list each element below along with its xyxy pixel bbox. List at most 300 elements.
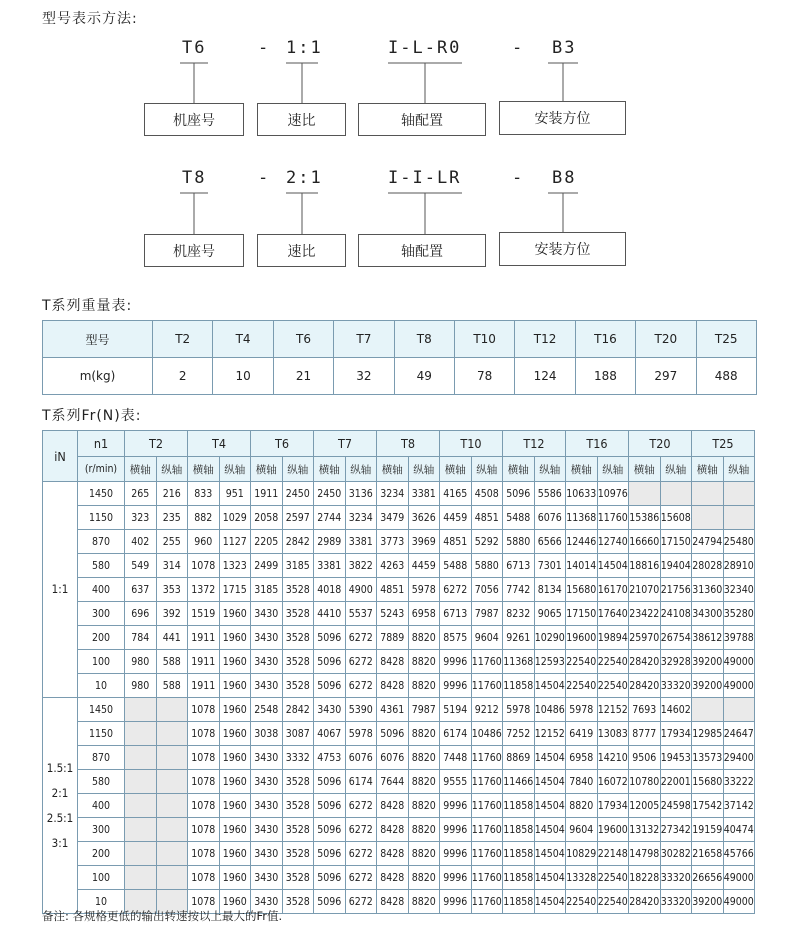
fr-value-cell: 5880 (471, 554, 503, 578)
fr-speed-cell: 100 (78, 866, 125, 890)
fr-value-cell (156, 842, 188, 866)
weight-model-t7: T7 (334, 321, 394, 358)
fr-speed-cell: 1450 (78, 698, 125, 722)
fr-subheader-vertical: 纵轴 (471, 457, 503, 482)
fr-value-cell: 2058 (251, 506, 283, 530)
fr-value-cell: 21756 (660, 578, 692, 602)
fr-value-cell: 8820 (408, 842, 440, 866)
fr-value-cell: 6272 (345, 626, 377, 650)
fr-value-cell: 19404 (660, 554, 692, 578)
fr-model-t2: T2 (125, 431, 188, 457)
fr-header-n1-unit: (r/min) (78, 457, 125, 482)
fr-value-cell: 6076 (377, 746, 409, 770)
fr-value-cell: 2744 (314, 506, 346, 530)
fr-value-cell: 402 (125, 530, 157, 554)
fr-value-cell: 32928 (660, 650, 692, 674)
fr-value-cell: 5194 (440, 698, 472, 722)
table-row (43, 746, 755, 770)
fr-value-cell: 2597 (282, 506, 314, 530)
fr-value-cell: 7448 (440, 746, 472, 770)
fr-ratio-label: 2.5:1 (46, 810, 74, 825)
fr-value-cell: 6174 (345, 770, 377, 794)
fr-value-cell: 24794 (692, 530, 724, 554)
fr-value-cell: 8428 (377, 866, 409, 890)
fr-value-cell: 1715 (219, 578, 251, 602)
fr-value-cell: 24647 (723, 722, 755, 746)
fr-value-cell: 12740 (597, 530, 629, 554)
fr-value-cell: 11760 (471, 890, 503, 914)
fr-value-cell: 5390 (345, 698, 377, 722)
fr-value-cell: 6272 (345, 842, 377, 866)
fr-value-cell: 5978 (408, 578, 440, 602)
fr-value-cell: 1960 (219, 842, 251, 866)
fr-value-cell: 6958 (566, 746, 598, 770)
fr-value-cell: 16170 (597, 578, 629, 602)
weight-value: 2 (153, 358, 213, 395)
weight-value: 32 (334, 358, 394, 395)
fr-value-cell: 11368 (503, 650, 535, 674)
fr-value-cell: 5488 (503, 506, 535, 530)
fr-value-cell: 18228 (629, 866, 661, 890)
fr-value-cell (125, 722, 157, 746)
fr-value-cell: 8428 (377, 674, 409, 698)
fr-value-cell: 4018 (314, 578, 346, 602)
fr-value-cell: 17150 (566, 602, 598, 626)
fr-value-cell: 8869 (503, 746, 535, 770)
fr-value-cell: 13083 (597, 722, 629, 746)
fr-value-cell: 12593 (534, 650, 566, 674)
fr-value-cell: 1127 (219, 530, 251, 554)
fr-value-cell (125, 770, 157, 794)
fr-value-cell (156, 698, 188, 722)
fr-value-cell: 15680 (692, 770, 724, 794)
fr-value-cell: 22540 (597, 890, 629, 914)
fr-value-cell: 3528 (282, 842, 314, 866)
fr-value-cell: 1960 (219, 674, 251, 698)
fr-value-cell (156, 794, 188, 818)
fr-subheader-horizontal: 横轴 (377, 457, 409, 482)
fr-value-cell: 5096 (314, 794, 346, 818)
weight-model-t10: T10 (454, 321, 514, 358)
fr-table-heading: T系列Fr(N)表: (42, 408, 142, 424)
fr-value-cell: 10780 (629, 770, 661, 794)
fr-value-cell: 3773 (377, 530, 409, 554)
fr-value-cell: 14504 (534, 842, 566, 866)
fr-value-cell: 17150 (660, 530, 692, 554)
fr-value-cell: 1078 (188, 818, 220, 842)
fr-value-cell: 25970 (629, 626, 661, 650)
fr-value-cell: 588 (156, 650, 188, 674)
fr-subheader-horizontal: 横轴 (503, 457, 535, 482)
fr-value-cell: 216 (156, 482, 188, 506)
fr-value-cell: 3381 (314, 554, 346, 578)
weight-value: 21 (273, 358, 333, 395)
fr-value-cell: 39200 (692, 650, 724, 674)
fr-value-cell: 1960 (219, 866, 251, 890)
fr-value-cell (723, 506, 755, 530)
fr-value-cell (125, 866, 157, 890)
fr-value-cell: 8428 (377, 890, 409, 914)
code-shaft: I-L-R0 (388, 38, 462, 58)
fr-value-cell: 28028 (692, 554, 724, 578)
fr-value-cell: 9261 (503, 626, 535, 650)
fr-subheader-row (43, 457, 755, 482)
fr-speed-cell: 1150 (78, 506, 125, 530)
fr-value-cell: 3332 (282, 746, 314, 770)
weight-value: 10 (213, 358, 273, 395)
weight-header-label: 型号 (43, 321, 153, 358)
fr-value-cell: 11858 (503, 866, 535, 890)
fr-value-cell: 3528 (282, 626, 314, 650)
fr-value-cell: 22148 (597, 842, 629, 866)
fr-value-cell (156, 746, 188, 770)
weight-value: 49 (394, 358, 454, 395)
fr-subheader-horizontal: 横轴 (440, 457, 472, 482)
fr-value-cell: 32340 (723, 578, 755, 602)
fr-value-cell: 1078 (188, 770, 220, 794)
fr-value-cell: 19453 (660, 746, 692, 770)
code-mount: B8 (552, 168, 577, 188)
box-shaft-config: 轴配置 (358, 234, 486, 267)
fr-value-cell: 37142 (723, 794, 755, 818)
fr-value-cell: 2205 (251, 530, 283, 554)
fr-value-cell: 14504 (534, 674, 566, 698)
fr-value-cell: 3430 (251, 674, 283, 698)
fr-value-cell: 35280 (723, 602, 755, 626)
fr-value-cell: 7301 (534, 554, 566, 578)
fr-value-cell: 49000 (723, 674, 755, 698)
fr-model-t12: T12 (503, 431, 566, 457)
fr-value-cell: 1960 (219, 770, 251, 794)
fr-subheader-vertical: 纵轴 (219, 457, 251, 482)
fr-value-cell: 8820 (408, 866, 440, 890)
table-row (43, 650, 755, 674)
fr-value-cell: 3185 (251, 578, 283, 602)
fr-value-cell: 1078 (188, 554, 220, 578)
fr-value-cell (692, 482, 724, 506)
table-row (43, 842, 755, 866)
fr-value-cell: 3528 (282, 674, 314, 698)
fr-value-cell (156, 866, 188, 890)
fr-ratio-label: 1.5:1 (46, 760, 74, 775)
fr-value-cell: 16660 (629, 530, 661, 554)
weight-model-t16: T16 (575, 321, 635, 358)
fr-model-t7: T7 (314, 431, 377, 457)
fr-value-cell: 12152 (534, 722, 566, 746)
fr-value-cell: 40474 (723, 818, 755, 842)
fr-subheader-vertical: 纵轴 (597, 457, 629, 482)
fr-value-cell: 3822 (345, 554, 377, 578)
fr-value-cell: 6272 (345, 890, 377, 914)
fr-value-cell: 10976 (597, 482, 629, 506)
fr-value-cell: 6272 (345, 866, 377, 890)
fr-value-cell: 1078 (188, 842, 220, 866)
table-row (43, 506, 755, 530)
fr-value-cell: 9555 (440, 770, 472, 794)
fr-value-cell: 1911 (188, 626, 220, 650)
fr-value-cell: 14504 (534, 794, 566, 818)
fr-value-cell: 7987 (408, 698, 440, 722)
fr-value-cell: 1960 (219, 722, 251, 746)
fr-header-in: iN (43, 431, 78, 482)
code-dash: - (512, 168, 525, 188)
fr-value-cell: 3528 (282, 650, 314, 674)
fr-value-cell: 2499 (251, 554, 283, 578)
fr-value-cell: 12985 (692, 722, 724, 746)
fr-value-cell: 951 (219, 482, 251, 506)
fr-value-cell: 3430 (251, 842, 283, 866)
fr-header-row (43, 431, 755, 457)
fr-value-cell: 16072 (597, 770, 629, 794)
fr-value-cell: 5096 (314, 770, 346, 794)
fr-value-cell: 4459 (440, 506, 472, 530)
fr-speed-cell: 300 (78, 818, 125, 842)
fr-value-cell: 17934 (660, 722, 692, 746)
fr-value-cell: 8820 (408, 626, 440, 650)
fr-speed-cell: 100 (78, 650, 125, 674)
fr-value-cell: 4361 (377, 698, 409, 722)
fr-value-cell: 3430 (251, 626, 283, 650)
weight-value: 297 (636, 358, 696, 395)
fr-value-cell: 588 (156, 674, 188, 698)
fr-value-cell: 5096 (314, 890, 346, 914)
fr-value-cell: 255 (156, 530, 188, 554)
fr-value-cell (125, 698, 157, 722)
fr-value-cell: 45766 (723, 842, 755, 866)
fr-value-cell: 1960 (219, 626, 251, 650)
fr-value-cell (156, 722, 188, 746)
fr-subheader-vertical: 纵轴 (408, 457, 440, 482)
fr-value-cell: 8820 (408, 818, 440, 842)
fr-subheader-vertical: 纵轴 (534, 457, 566, 482)
fr-value-cell (125, 818, 157, 842)
fr-value-cell: 11760 (471, 842, 503, 866)
fr-value-cell: 8232 (503, 602, 535, 626)
table-row (43, 482, 755, 506)
fr-value-cell: 3528 (282, 890, 314, 914)
fr-value-cell: 39200 (692, 674, 724, 698)
fr-value-cell: 33222 (723, 770, 755, 794)
fr-value-cell: 25480 (723, 530, 755, 554)
fr-value-cell: 4851 (377, 578, 409, 602)
fr-value-cell: 12152 (597, 698, 629, 722)
fr-value-cell: 14504 (534, 818, 566, 842)
fr-value-cell: 9996 (440, 794, 472, 818)
fr-value-cell: 33320 (660, 890, 692, 914)
fr-value-cell: 9996 (440, 818, 472, 842)
fr-value-cell: 49000 (723, 866, 755, 890)
fr-value-cell: 4165 (440, 482, 472, 506)
fr-subheader-horizontal: 横轴 (125, 457, 157, 482)
fr-value-cell: 4851 (471, 506, 503, 530)
fr-speed-cell: 10 (78, 890, 125, 914)
fr-value-cell: 9506 (629, 746, 661, 770)
fr-value-cell: 960 (188, 530, 220, 554)
fr-value-cell: 31360 (692, 578, 724, 602)
fr-value-cell: 11760 (471, 866, 503, 890)
box-frame-size: 机座号 (144, 234, 244, 267)
table-row (43, 674, 755, 698)
fr-value-cell: 11760 (597, 506, 629, 530)
fr-value-cell: 9996 (440, 842, 472, 866)
table-row (43, 554, 755, 578)
fr-value-cell: 14798 (629, 842, 661, 866)
fr-value-cell: 11858 (503, 794, 535, 818)
fr-model-t20: T20 (629, 431, 692, 457)
fr-value-cell: 8777 (629, 722, 661, 746)
fr-value-cell: 11760 (471, 818, 503, 842)
fr-value-cell: 5096 (377, 722, 409, 746)
fr-value-cell (629, 482, 661, 506)
fr-value-cell: 24598 (660, 794, 692, 818)
table-row (43, 794, 755, 818)
fr-value-cell: 14210 (597, 746, 629, 770)
fr-value-cell (125, 842, 157, 866)
fr-value-cell: 8134 (534, 578, 566, 602)
fr-subheader-horizontal: 横轴 (629, 457, 661, 482)
fr-value-cell: 8820 (408, 650, 440, 674)
fr-value-cell: 314 (156, 554, 188, 578)
fr-value-cell: 6272 (440, 578, 472, 602)
fr-value-cell: 4067 (314, 722, 346, 746)
fr-value-cell: 9604 (566, 818, 598, 842)
fr-speed-cell: 300 (78, 602, 125, 626)
fr-value-cell: 5978 (566, 698, 598, 722)
box-frame-size: 机座号 (144, 103, 244, 136)
fr-value-cell (692, 698, 724, 722)
fr-table (42, 430, 755, 914)
fr-model-t10: T10 (440, 431, 503, 457)
fr-value-cell: 265 (125, 482, 157, 506)
fr-value-cell: 3969 (408, 530, 440, 554)
weight-value: 78 (454, 358, 514, 395)
fr-subheader-vertical: 纵轴 (156, 457, 188, 482)
fr-value-cell (125, 794, 157, 818)
fr-speed-cell: 200 (78, 842, 125, 866)
fr-value-cell: 15386 (629, 506, 661, 530)
fr-value-cell: 3234 (377, 482, 409, 506)
fr-value-cell: 18816 (629, 554, 661, 578)
fr-value-cell (125, 746, 157, 770)
weight-row-label: m(kg) (43, 358, 153, 395)
fr-value-cell: 1078 (188, 890, 220, 914)
fr-value-cell: 1911 (188, 674, 220, 698)
fr-value-cell: 22540 (566, 674, 598, 698)
fr-value-cell: 13132 (629, 818, 661, 842)
fr-value-cell: 10290 (534, 626, 566, 650)
weight-table-row (43, 358, 757, 395)
fr-value-cell: 1078 (188, 722, 220, 746)
weight-table-header-row (43, 321, 757, 358)
table-row (43, 530, 755, 554)
fr-value-cell: 3430 (251, 770, 283, 794)
fr-value-cell: 49000 (723, 890, 755, 914)
fr-value-cell: 19600 (566, 626, 598, 650)
fr-value-cell: 5243 (377, 602, 409, 626)
fr-value-cell (692, 506, 724, 530)
fr-value-cell: 22540 (597, 674, 629, 698)
table-row (43, 602, 755, 626)
fr-value-cell: 323 (125, 506, 157, 530)
fr-value-cell: 17640 (597, 602, 629, 626)
fr-value-cell: 6076 (534, 506, 566, 530)
fr-value-cell (660, 482, 692, 506)
fr-value-cell: 49000 (723, 650, 755, 674)
fr-value-cell: 3430 (251, 866, 283, 890)
fr-value-cell: 1372 (188, 578, 220, 602)
fr-value-cell: 19159 (692, 818, 724, 842)
fr-value-cell: 6713 (503, 554, 535, 578)
fr-value-cell: 28910 (723, 554, 755, 578)
fr-value-cell: 39200 (692, 890, 724, 914)
fr-value-cell: 10486 (471, 722, 503, 746)
table-row (43, 698, 755, 722)
fr-value-cell: 235 (156, 506, 188, 530)
fr-value-cell: 6076 (345, 746, 377, 770)
fr-value-cell: 5096 (314, 674, 346, 698)
fr-value-cell: 15680 (566, 578, 598, 602)
fr-value-cell: 3087 (282, 722, 314, 746)
fr-value-cell: 28420 (629, 674, 661, 698)
fr-value-cell: 19600 (597, 818, 629, 842)
fr-value-cell: 6566 (534, 530, 566, 554)
fr-speed-cell: 400 (78, 578, 125, 602)
fr-value-cell: 5292 (471, 530, 503, 554)
fr-value-cell: 4900 (345, 578, 377, 602)
fr-value-cell: 2450 (314, 482, 346, 506)
fr-value-cell: 11760 (471, 770, 503, 794)
fr-subheader-horizontal: 横轴 (692, 457, 724, 482)
fr-header-n1: n1 (78, 431, 125, 457)
fr-value-cell: 15608 (660, 506, 692, 530)
box-speed-ratio: 速比 (257, 103, 346, 136)
box-mount-position: 安装方位 (499, 232, 626, 266)
fr-speed-cell: 870 (78, 530, 125, 554)
fr-model-t16: T16 (566, 431, 629, 457)
fr-model-t4: T4 (188, 431, 251, 457)
fr-value-cell: 7644 (377, 770, 409, 794)
fr-value-cell: 11368 (566, 506, 598, 530)
fr-value-cell: 1078 (188, 746, 220, 770)
fr-value-cell: 14014 (566, 554, 598, 578)
fr-subheader-horizontal: 横轴 (188, 457, 220, 482)
fr-value-cell: 5096 (314, 866, 346, 890)
fr-value-cell: 3430 (251, 890, 283, 914)
fr-value-cell: 2842 (282, 530, 314, 554)
fr-ratio-label: 3:1 (51, 835, 69, 850)
fr-value-cell: 8820 (408, 794, 440, 818)
fr-value-cell: 10829 (566, 842, 598, 866)
fr-value-cell: 3626 (408, 506, 440, 530)
fr-value-cell: 14504 (597, 554, 629, 578)
box-mount-position: 安装方位 (499, 101, 626, 135)
weight-value: 188 (575, 358, 635, 395)
fr-value-cell: 13573 (692, 746, 724, 770)
fr-value-cell: 1911 (251, 482, 283, 506)
code-ratio: 1:1 (286, 38, 323, 58)
fr-value-cell: 8428 (377, 818, 409, 842)
table-row (43, 578, 755, 602)
fr-value-cell: 8428 (377, 842, 409, 866)
fr-ratio-cell (43, 482, 78, 698)
fr-value-cell: 22540 (597, 650, 629, 674)
fr-subheader-horizontal: 横轴 (251, 457, 283, 482)
fr-value-cell: 8820 (408, 674, 440, 698)
fr-subheader-vertical: 纵轴 (723, 457, 755, 482)
fr-value-cell: 9604 (471, 626, 503, 650)
weight-model-t12: T12 (515, 321, 575, 358)
fr-value-cell: 1078 (188, 794, 220, 818)
